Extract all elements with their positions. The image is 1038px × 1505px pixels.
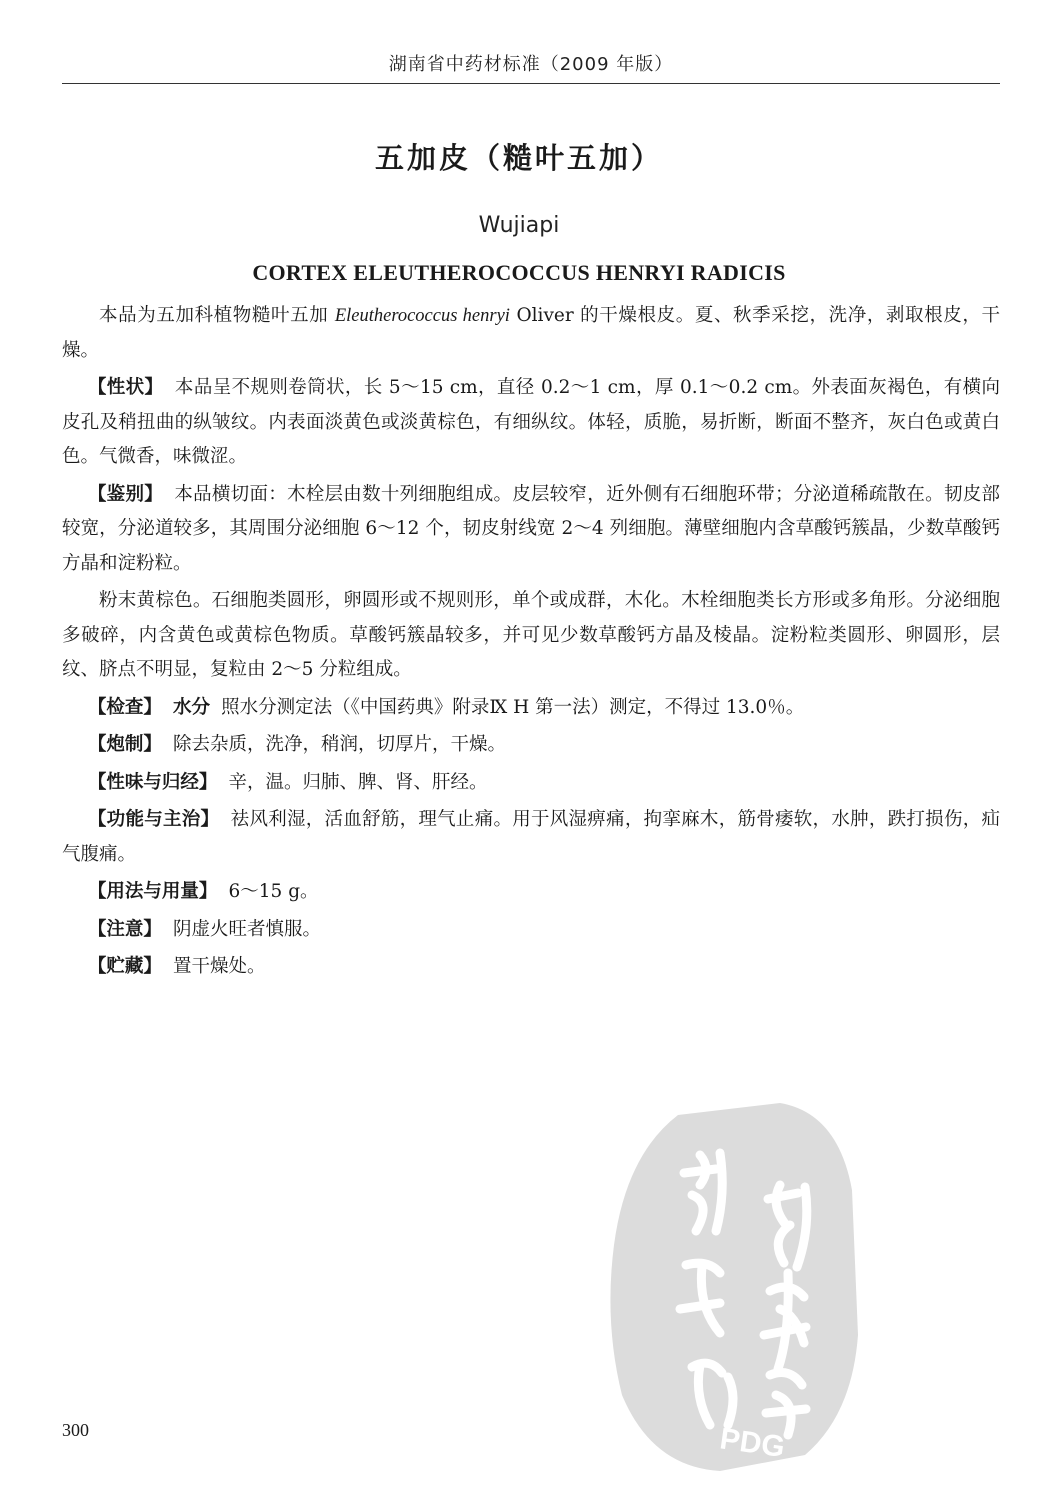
section-label-character: 【性状】 [87, 377, 164, 398]
function-section [62, 803, 1000, 872]
header-rule [62, 83, 1000, 84]
storage-text: 置干燥处。 [173, 956, 266, 977]
caution-section [62, 913, 1000, 948]
identification-section [62, 478, 1000, 582]
dosage-section [62, 875, 1000, 910]
powder-paragraph [62, 584, 1000, 688]
section-label-examination: 【检查】 [87, 696, 162, 718]
section-label-nature: 【性味与归经】 [87, 771, 218, 793]
powder-text: 粉末黄棕色。石细胞类圆形，卵圆形或不规则形，单个或成群，木化。木栓细胞类长方形或多角形。分泌细胞多破碎，内含黄色或黄棕色物质。草酸钙簇晶较多，并可见少数草酸钙方晶及棱晶。淀粉粒类圆形、卵圆形，层纹、脐点不明显，复粒由 2～5 分粒组成。 [62, 590, 1000, 680]
character-section [62, 371, 1000, 475]
page-number: 300 [62, 1420, 89, 1440]
dosage-text: 6～15 g。 [228, 881, 319, 902]
species-name: Eleutherococcus henryi [334, 306, 510, 326]
watermark-seal [600, 1095, 860, 1475]
section-label-storage: 【贮藏】 [87, 956, 162, 977]
examination-text: 照水分测定法（《中国药典》附录Ⅸ H 第一法）测定，不得过 13.0％。 [221, 696, 805, 718]
processing-text: 除去杂质，洗净，稍润，切厚片，干燥。 [173, 734, 507, 755]
running-header: 湖南省中药材标准（2009 年版） [388, 54, 674, 75]
nature-text: 辛，温。归肺、脾、肾、肝经。 [228, 771, 488, 793]
processing-section [62, 728, 1000, 763]
intro-text-before: 本品为五加科植物糙叶五加 [99, 305, 329, 326]
examination-section [62, 691, 1000, 726]
caution-text: 阴虚火旺者慎服。 [173, 918, 322, 940]
function-text: 祛风利湿，活血舒筋，理气止痛。用于风湿痹痛，拘挛麻木，筋骨痿软，水肿，跌打损伤，疝气腹痛。 [62, 809, 1000, 865]
storage-section [62, 950, 1000, 985]
entry-pinyin: Wujiapi [478, 213, 560, 238]
section-label-function: 【功能与主治】 [87, 809, 220, 830]
watermark-pdg-text: PDG [717, 1422, 787, 1465]
section-label-caution: 【注意】 [87, 918, 162, 940]
section-label-processing: 【炮制】 [87, 734, 162, 755]
identification-text: 本品横切面：木栓层由数十列细胞组成。皮层较窄，近外侧有石细胞环带；分泌道稀疏散在。韧皮部较宽，分泌道较多，其周围分泌细胞 6～12 个，韧皮射线宽 2～4 列细胞。薄壁细胞内含草酸钙簇晶，少数草酸钙方晶和淀粉粒。 [62, 483, 1000, 574]
character-text: 本品呈不规则卷筒状，长 5～15 cm，直径 0.2～1 cm，厚 0.1～0.2 cm。外表面灰褐色，有横向皮孔及稍扭曲的纵皱纹。内表面淡黄色或淡黄棕色，有细纵纹。体轻，质脆，易折断，断面不整齐，灰白色或黄白色。气微香，味微涩。 [62, 377, 1000, 467]
nature-section [62, 766, 1000, 801]
entry-body [62, 299, 1000, 985]
examination-sublabel: 水分 [173, 696, 211, 718]
intro-text-after: Oliver 的干燥根皮。夏、秋季采挖，洗净，剥取根皮，干燥。 [62, 305, 1000, 361]
entry-latin-name: CORTEX ELEUTHEROCOCCUS HENRYI RADICIS [252, 260, 786, 285]
section-label-dosage: 【用法与用量】 [87, 881, 218, 902]
intro-paragraph [62, 299, 1000, 368]
entry-title: 五加皮（糙叶五加） [374, 141, 663, 175]
section-label-identification: 【鉴别】 [87, 483, 163, 505]
